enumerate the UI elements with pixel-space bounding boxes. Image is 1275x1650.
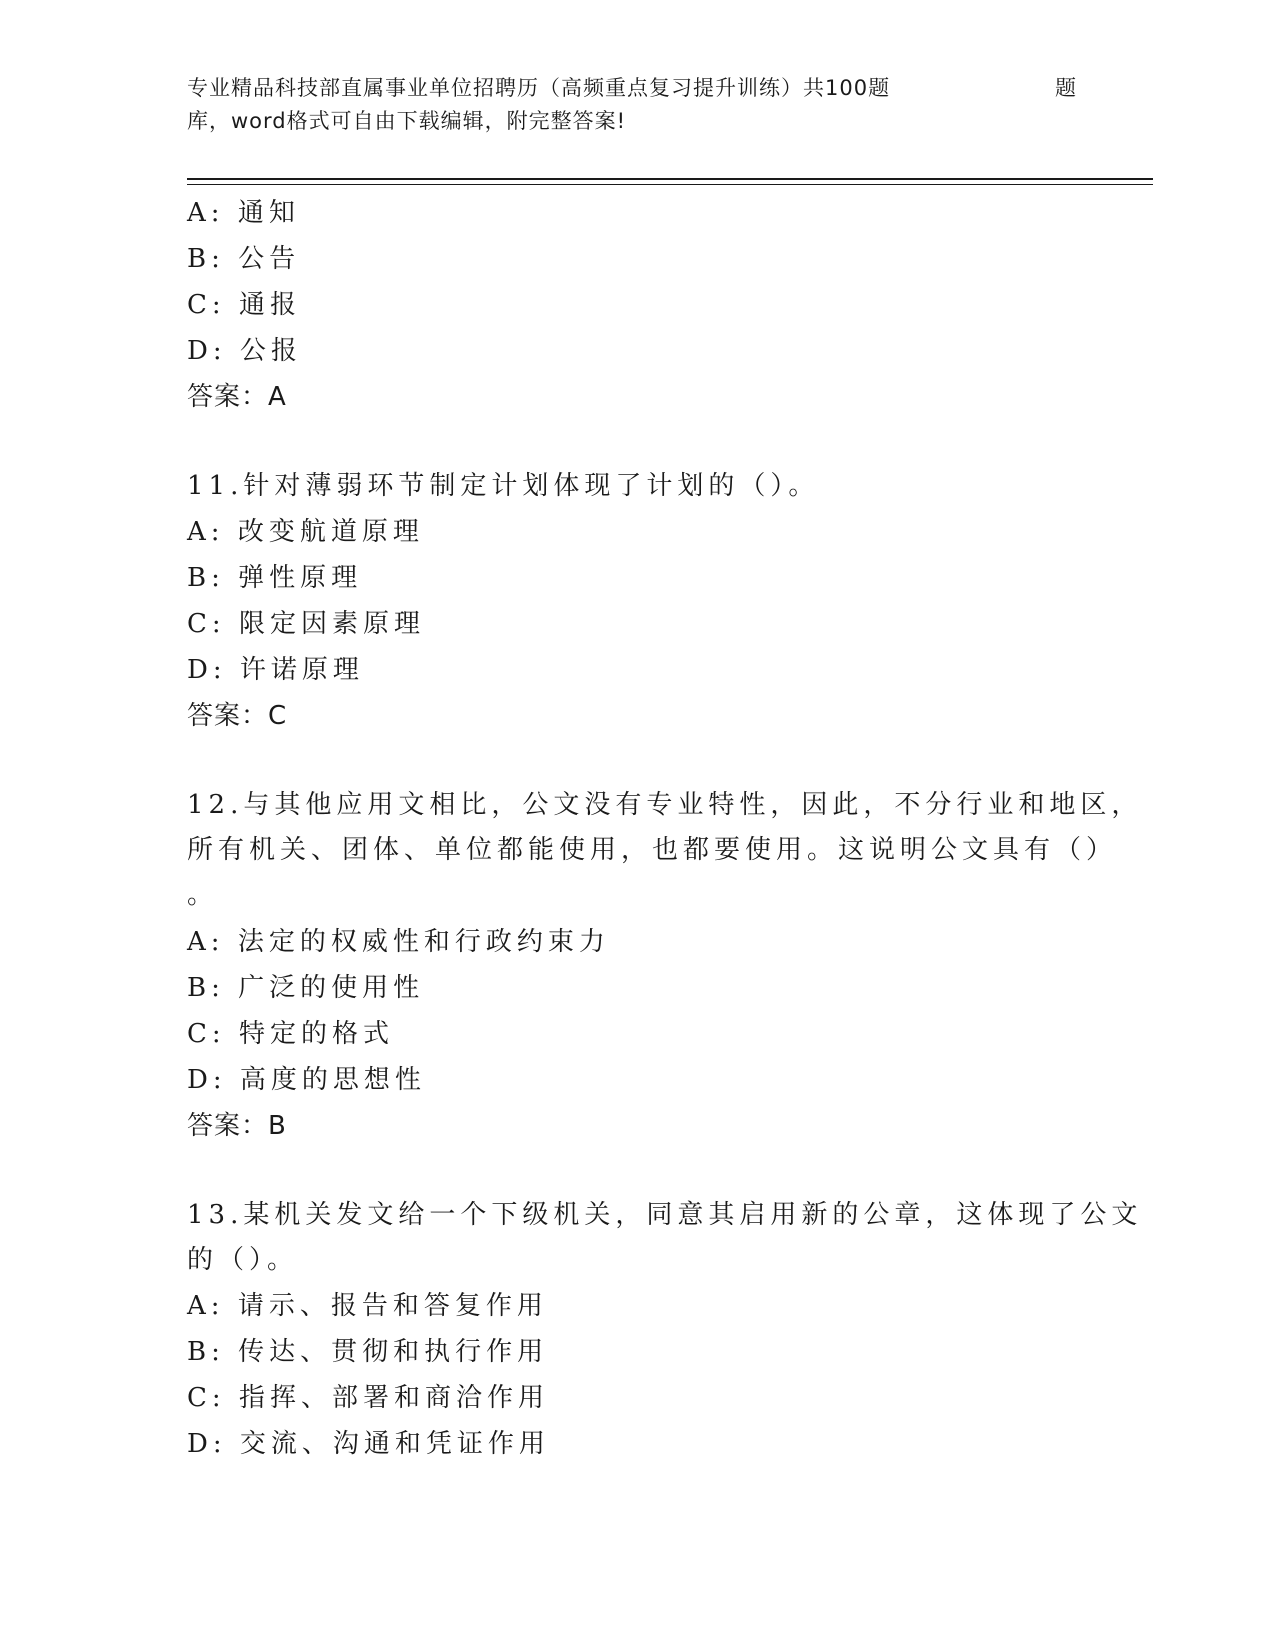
option-line: A: 法定的权威性和行政约束力 [187,927,610,957]
header-title-text: 专业精品科技部直属事业单位招聘历（高频重点复习提升训练）共100题 [187,76,891,100]
option-line: A: 通知 [187,198,300,228]
answer-line: 答案：B [187,1111,287,1141]
option-line: D: 公报 [187,336,302,366]
question-12 [187,783,1143,1149]
option-line: D: 高度的思想性 [187,1065,426,1095]
answer-line: 答案：A [187,382,287,412]
header-divider-thin [187,184,1153,185]
question-stem: 的（）。 [187,1245,299,1275]
option-line: B: 公告 [187,244,301,274]
option-line: C: 限定因素原理 [187,609,425,639]
option-line: D: 交流、沟通和凭证作用 [187,1429,550,1459]
option-line: A: 改变航道原理 [187,517,424,547]
question-content [187,190,1143,1467]
question-stem: 11.针对薄弱环节制定计划体现了计划的（）。 [187,471,820,501]
header-divider-thick [187,178,1153,180]
header-title-line1 [187,72,1087,105]
option-line: B: 弹性原理 [187,563,363,593]
question-13 [187,1193,1143,1467]
question-stem: 12.与其他应用文相比，公文没有专业特性，因此，不分行业和地区， [187,790,1143,820]
option-line: D: 许诺原理 [187,655,364,685]
option-line: C: 特定的格式 [187,1019,394,1049]
question-stem: 。 [187,880,219,910]
option-line: C: 指挥、部署和商洽作用 [187,1383,549,1413]
question-11 [187,464,1087,739]
header-title-line2: 库，word格式可自由下载编辑，附完整答案! [187,109,627,133]
page-header [187,72,1087,138]
option-line: C: 通报 [187,290,301,320]
option-line: B: 广泛的使用性 [187,973,425,1003]
answer-line: 答案：C [187,701,288,731]
question-stem: 所有机关、团体、单位都能使用，也都要使用。这说明公文具有（） [187,835,1118,865]
option-line: B: 传达、贯彻和执行作用 [187,1337,549,1367]
prev-question-options [187,190,1087,420]
option-line: A: 请示、报告和答复作用 [187,1291,548,1321]
question-stem: 13.某机关发文给一个下级机关，同意其启用新的公章，这体现了公文 [187,1200,1143,1230]
header-title-extra: 题 [1055,76,1077,100]
